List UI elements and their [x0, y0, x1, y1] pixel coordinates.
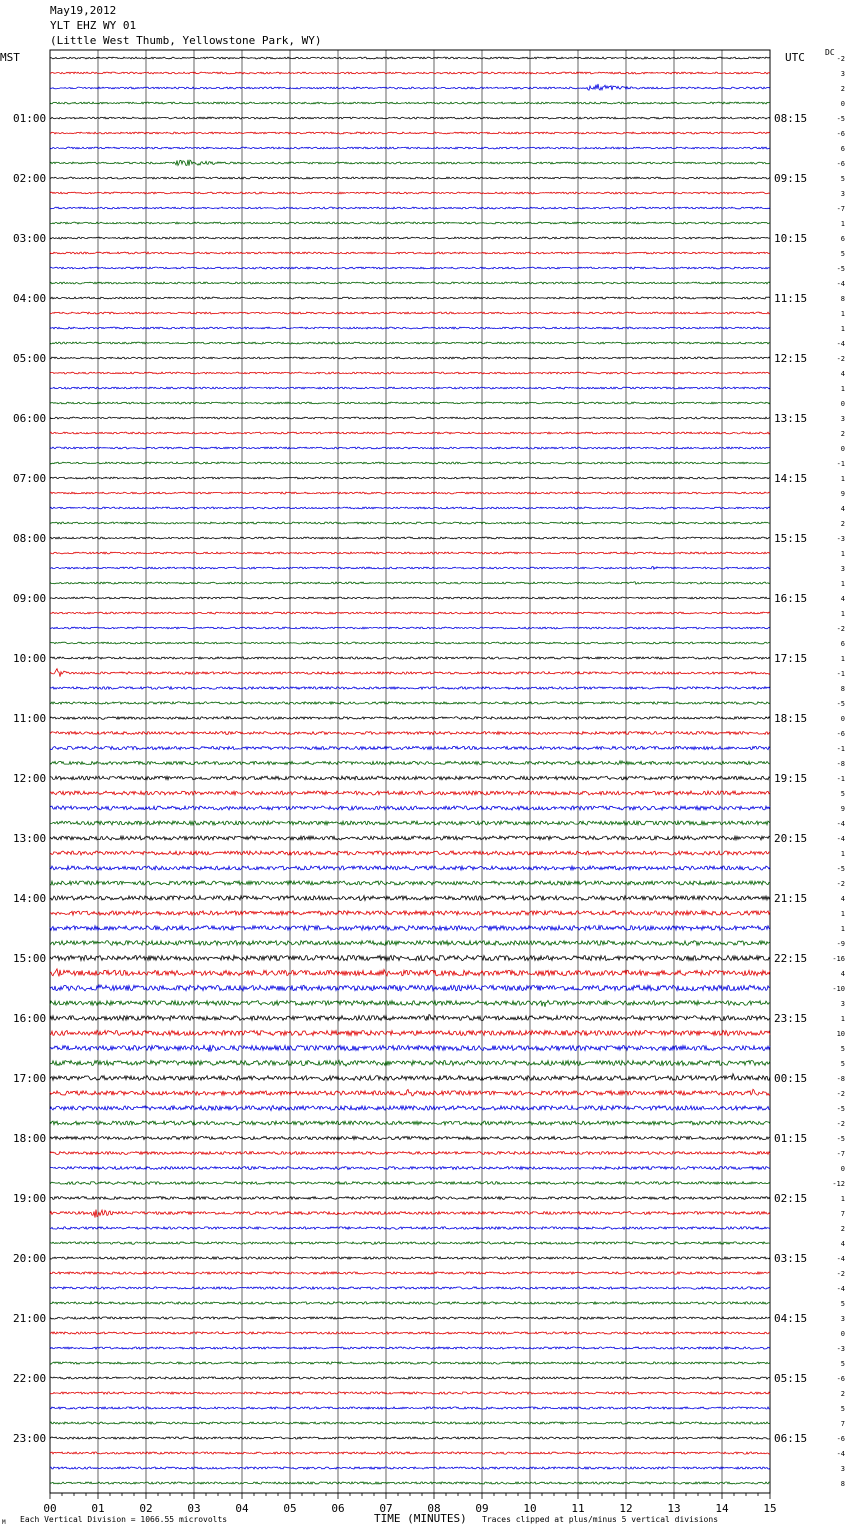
dc-offset-label: 5	[840, 1360, 845, 1368]
dc-offset-label: 4	[840, 895, 845, 903]
right-hour-label: 10:15	[774, 232, 808, 245]
x-tick-label: 09	[475, 1502, 489, 1515]
left-hour-label: 18:00	[13, 1132, 47, 1145]
trace-row	[50, 177, 770, 179]
trace-row	[50, 1045, 770, 1052]
dc-offset-label: 1	[840, 580, 845, 588]
left-hour-label: 23:00	[13, 1432, 47, 1445]
right-hour-label: 11:15	[774, 292, 808, 305]
trace-row	[50, 956, 770, 961]
left-axis-title: MST	[0, 51, 20, 64]
trace-row	[50, 1317, 770, 1319]
right-hour-label: 13:15	[774, 412, 808, 425]
dc-offset-label: -2	[836, 55, 845, 63]
dc-offset-label: 1	[840, 1195, 845, 1203]
dc-label: DC	[825, 48, 835, 57]
trace-row	[50, 297, 770, 299]
x-tick-label: 13	[667, 1502, 681, 1515]
dc-offset-label: -5	[836, 1135, 845, 1143]
trace-row	[50, 282, 770, 284]
dc-offset-label: -6	[836, 1375, 845, 1383]
x-tick-label: 06	[331, 1502, 345, 1515]
dc-offset-label: 9	[840, 490, 845, 498]
header-location: (Little West Thumb, Yellowstone Park, WY)	[50, 34, 322, 47]
dc-offset-label: -5	[836, 265, 845, 273]
dc-offset-label: -9	[836, 940, 845, 948]
left-hour-label: 06:00	[13, 412, 47, 425]
trace-row	[50, 1182, 770, 1185]
trace-row	[50, 1089, 770, 1096]
trace-row	[50, 1347, 770, 1349]
left-hour-label: 04:00	[13, 292, 47, 305]
dc-offset-label: 5	[840, 250, 845, 258]
trace-row	[50, 84, 770, 90]
trace-row	[50, 881, 770, 885]
dc-offset-label: 3	[840, 70, 845, 78]
dc-offset-label: 0	[840, 400, 845, 408]
left-hour-label: 21:00	[13, 1312, 47, 1325]
trace-row	[50, 627, 770, 629]
x-tick-label: 10	[523, 1502, 537, 1515]
trace-row	[50, 597, 770, 599]
dc-offset-label: -3	[836, 1345, 845, 1353]
dc-offset-label: 1	[840, 550, 845, 558]
trace-row	[50, 1015, 770, 1021]
dc-offset-label: 4	[840, 970, 845, 978]
x-tick-label: 15	[763, 1502, 777, 1515]
right-axis-title: UTC	[785, 51, 805, 64]
left-hour-label: 15:00	[13, 952, 47, 965]
left-hour-label: 08:00	[13, 532, 47, 545]
right-hour-label: 20:15	[774, 832, 808, 845]
left-hour-label: 10:00	[13, 652, 47, 665]
right-hour-label: 12:15	[774, 352, 808, 365]
trace-row	[50, 447, 770, 449]
dc-offset-label: 1	[840, 910, 845, 918]
trace-row	[50, 1031, 770, 1036]
trace-row	[50, 1467, 770, 1469]
right-hour-label: 19:15	[774, 772, 808, 785]
dc-offset-label: -6	[836, 160, 845, 168]
trace-row	[50, 1242, 770, 1244]
dc-offset-label: -4	[836, 280, 845, 288]
dc-offset-label: 1	[840, 310, 845, 318]
trace-row	[50, 1407, 770, 1409]
x-tick-label: 05	[283, 1502, 297, 1515]
trace-row	[50, 582, 770, 584]
trace-row	[50, 866, 770, 870]
trace-row	[50, 552, 770, 554]
dc-offset-label: 1	[840, 220, 845, 228]
right-hour-label: 09:15	[774, 172, 808, 185]
dc-offset-label: -2	[836, 355, 845, 363]
scale-note: Each Vertical Division = 1066.55 microvolts	[20, 1515, 228, 1524]
trace-row	[50, 642, 770, 644]
right-hour-label: 23:15	[774, 1012, 808, 1025]
trace-row	[50, 761, 770, 765]
trace-row	[50, 985, 770, 991]
dc-offset-label: -1	[836, 460, 845, 468]
dc-offset-label: 0	[840, 1330, 845, 1338]
x-axis-title: TIME (MINUTES)	[374, 1512, 467, 1525]
left-hour-label: 20:00	[13, 1252, 47, 1265]
trace-row	[50, 357, 770, 359]
trace-row	[50, 732, 770, 735]
right-hour-label: 00:15	[774, 1072, 808, 1085]
dc-offset-label: 0	[840, 715, 845, 723]
plot-frame	[50, 50, 770, 1493]
dc-offset-label: -1	[836, 775, 845, 783]
trace-row	[50, 1000, 770, 1006]
trace-row	[50, 462, 770, 464]
x-tick-label: 04	[235, 1502, 249, 1515]
trace-row	[50, 821, 770, 825]
left-hour-label: 05:00	[13, 352, 47, 365]
dc-offset-label: 3	[840, 415, 845, 423]
dc-offset-label: -6	[836, 730, 845, 738]
trace-row	[50, 1362, 770, 1364]
trace-row	[50, 941, 770, 946]
dc-offset-label: 0	[840, 100, 845, 108]
dc-offset-label: 4	[840, 595, 845, 603]
dc-offset-label: 6	[840, 145, 845, 153]
trace-row	[50, 387, 770, 389]
trace-row	[50, 1197, 770, 1200]
trace-row	[50, 1437, 770, 1439]
dc-offset-label: 4	[840, 370, 845, 378]
right-hour-label: 21:15	[774, 892, 808, 905]
trace-row	[50, 1227, 770, 1230]
trace-row	[50, 477, 770, 479]
trace-row	[50, 926, 770, 931]
trace-row	[50, 791, 770, 795]
left-hour-label: 22:00	[13, 1372, 47, 1385]
trace-row	[50, 207, 770, 209]
dc-offset-label: -5	[836, 115, 845, 123]
trace-row	[50, 1287, 770, 1289]
trace-row	[50, 327, 770, 329]
x-tick-label: 11	[571, 1502, 585, 1515]
trace-row	[50, 1302, 770, 1304]
trace-row	[50, 417, 770, 419]
dc-offset-label: 2	[840, 520, 845, 528]
trace-row	[50, 1167, 770, 1170]
dc-offset-label: 5	[840, 1405, 845, 1413]
dc-offset-label: 1	[840, 385, 845, 393]
corner-mark: M	[2, 1519, 6, 1526]
dc-offset-label: 8	[840, 295, 845, 303]
dc-offset-label: 5	[840, 1300, 845, 1308]
trace-row	[50, 776, 770, 780]
trace-row	[50, 1074, 770, 1081]
trace-row	[50, 567, 770, 570]
dc-offset-label: 6	[840, 235, 845, 243]
left-hour-label: 14:00	[13, 892, 47, 905]
dc-offset-label: -4	[836, 1450, 845, 1458]
left-hour-label: 02:00	[13, 172, 47, 185]
trace-row	[50, 1452, 770, 1454]
trace-row	[50, 1392, 770, 1394]
trace-row	[50, 267, 770, 269]
left-hour-label: 13:00	[13, 832, 47, 845]
dc-offset-label: 1	[840, 325, 845, 333]
right-hour-label: 03:15	[774, 1252, 808, 1265]
trace-row	[50, 312, 770, 314]
dc-offset-label: -3	[836, 535, 845, 543]
dc-offset-label: 1	[840, 850, 845, 858]
trace-row	[50, 507, 770, 509]
dc-offset-label: -10	[832, 985, 845, 993]
dc-offset-label: -7	[836, 1150, 845, 1158]
right-hour-label: 22:15	[774, 952, 808, 965]
trace-row	[50, 432, 770, 434]
x-tick-label: 03	[187, 1502, 201, 1515]
trace-row	[50, 192, 770, 194]
x-tick-label: 00	[43, 1502, 57, 1515]
trace-row	[50, 222, 770, 224]
x-tick-label: 07	[379, 1502, 393, 1515]
right-hour-label: 17:15	[774, 652, 808, 665]
dc-offset-label: -6	[836, 130, 845, 138]
trace-row	[50, 147, 770, 149]
trace-row	[50, 1210, 770, 1218]
dc-offset-label: 5	[840, 175, 845, 183]
trace-row	[50, 746, 770, 749]
dc-offset-label: -5	[836, 865, 845, 873]
trace-row	[50, 342, 770, 344]
x-tick-label: 08	[427, 1502, 441, 1515]
trace-row	[50, 911, 770, 915]
dc-offset-label: -6	[836, 1435, 845, 1443]
dc-offset-label: -1	[836, 745, 845, 753]
left-hour-label: 11:00	[13, 712, 47, 725]
trace-row	[50, 657, 770, 659]
dc-offset-label: -4	[836, 1255, 845, 1263]
trace-row	[50, 402, 770, 404]
dc-offset-label: 1	[840, 610, 845, 618]
dc-offset-label: 4	[840, 1240, 845, 1248]
right-hour-label: 15:15	[774, 532, 808, 545]
dc-offset-label: -7	[836, 205, 845, 213]
x-tick-label: 12	[619, 1502, 633, 1515]
header-station: YLT EHZ WY 01	[50, 19, 137, 32]
dc-offset-label: -8	[836, 760, 845, 768]
dc-offset-label: 0	[840, 445, 845, 453]
right-hour-label: 18:15	[774, 712, 808, 725]
dc-offset-label: 8	[840, 1480, 845, 1488]
right-hour-label: 05:15	[774, 1372, 808, 1385]
dc-offset-label: -5	[836, 1105, 845, 1113]
dc-offset-label: 1	[840, 1015, 845, 1023]
trace-row	[50, 1257, 770, 1259]
trace-row	[50, 117, 770, 119]
dc-offset-label: 3	[840, 1315, 845, 1323]
dc-offset-label: 10	[836, 1030, 845, 1038]
dc-offset-label: -8	[836, 1075, 845, 1083]
dc-offset-label: -16	[832, 955, 845, 963]
dc-offset-label: 2	[840, 85, 845, 93]
trace-row	[50, 1152, 770, 1155]
dc-offset-label: 7	[840, 1420, 845, 1428]
dc-offset-label: -12	[832, 1180, 845, 1188]
trace-row	[50, 836, 770, 840]
right-hour-label: 01:15	[774, 1132, 808, 1145]
right-hour-label: 06:15	[774, 1432, 808, 1445]
dc-offset-label: 4	[840, 505, 845, 513]
trace-row	[50, 1332, 770, 1334]
dc-offset-label: 2	[840, 430, 845, 438]
trace-row	[50, 102, 770, 104]
dc-offset-label: -4	[836, 820, 845, 828]
left-hour-label: 07:00	[13, 472, 47, 485]
trace-row	[50, 1061, 770, 1067]
trace-row	[50, 896, 770, 901]
trace-row	[50, 1272, 770, 1274]
trace-row	[50, 851, 770, 855]
trace-row	[50, 237, 770, 239]
trace-row	[50, 612, 770, 614]
dc-offset-label: -2	[836, 625, 845, 633]
right-hour-label: 16:15	[774, 592, 808, 605]
trace-row	[50, 1136, 770, 1139]
dc-offset-label: 7	[840, 1210, 845, 1218]
dc-offset-label: 3	[840, 190, 845, 198]
left-hour-label: 17:00	[13, 1072, 47, 1085]
trace-row	[50, 969, 770, 977]
dc-offset-label: -2	[836, 1270, 845, 1278]
trace-row	[50, 522, 770, 524]
right-hour-label: 14:15	[774, 472, 808, 485]
trace-row	[50, 1377, 770, 1379]
dc-offset-label: 2	[840, 1390, 845, 1398]
dc-offset-label: 0	[840, 1165, 845, 1173]
right-hour-label: 02:15	[774, 1192, 808, 1205]
x-tick-label: 02	[139, 1502, 153, 1515]
trace-row	[50, 72, 770, 74]
trace-row	[50, 1106, 770, 1111]
dc-offset-label: -4	[836, 340, 845, 348]
dc-offset-label: -1	[836, 670, 845, 678]
left-hour-label: 16:00	[13, 1012, 47, 1025]
dc-offset-label: -2	[836, 1120, 845, 1128]
dc-offset-label: -5	[836, 700, 845, 708]
dc-offset-label: -2	[836, 880, 845, 888]
trace-row	[50, 1121, 770, 1125]
trace-row	[50, 1422, 770, 1424]
dc-offset-label: -2	[836, 1090, 845, 1098]
trace-row	[50, 537, 770, 539]
dc-offset-label: 5	[840, 1045, 845, 1053]
dc-offset-label: 1	[840, 475, 845, 483]
dc-offset-label: 3	[840, 565, 845, 573]
trace-row	[50, 687, 770, 690]
trace-row	[50, 702, 770, 704]
left-hour-label: 03:00	[13, 232, 47, 245]
x-tick-label: 14	[715, 1502, 729, 1515]
x-tick-label: 01	[91, 1502, 105, 1515]
dc-offset-label: 1	[840, 655, 845, 663]
dc-offset-label: 5	[840, 790, 845, 798]
trace-row	[50, 492, 770, 494]
clip-note: Traces clipped at plus/minus 5 vertical divisions	[482, 1515, 719, 1524]
dc-offset-label: 8	[840, 685, 845, 693]
dc-offset-label: 5	[840, 1060, 845, 1068]
trace-row	[50, 669, 770, 677]
left-hour-label: 09:00	[13, 592, 47, 605]
dc-offset-label: 3	[840, 1465, 845, 1473]
dc-offset-label: -4	[836, 835, 845, 843]
right-hour-label: 08:15	[774, 112, 808, 125]
trace-row	[50, 252, 770, 254]
dc-offset-label: 9	[840, 805, 845, 813]
left-hour-label: 01:00	[13, 112, 47, 125]
trace-row	[50, 160, 770, 166]
dc-offset-label: 3	[840, 1000, 845, 1008]
trace-row	[50, 132, 770, 134]
dc-offset-label: 2	[840, 1225, 845, 1233]
trace-row	[50, 372, 770, 374]
trace-row	[50, 57, 770, 59]
trace-row	[50, 1482, 770, 1484]
dc-offset-label: 6	[840, 640, 845, 648]
right-hour-label: 04:15	[774, 1312, 808, 1325]
trace-row	[50, 717, 770, 720]
dc-offset-label: -4	[836, 1285, 845, 1293]
dc-offset-label: 1	[840, 925, 845, 933]
header-date: May19,2012	[50, 4, 117, 17]
trace-row	[50, 806, 770, 810]
left-hour-label: 19:00	[13, 1192, 47, 1205]
left-hour-label: 12:00	[13, 772, 47, 785]
